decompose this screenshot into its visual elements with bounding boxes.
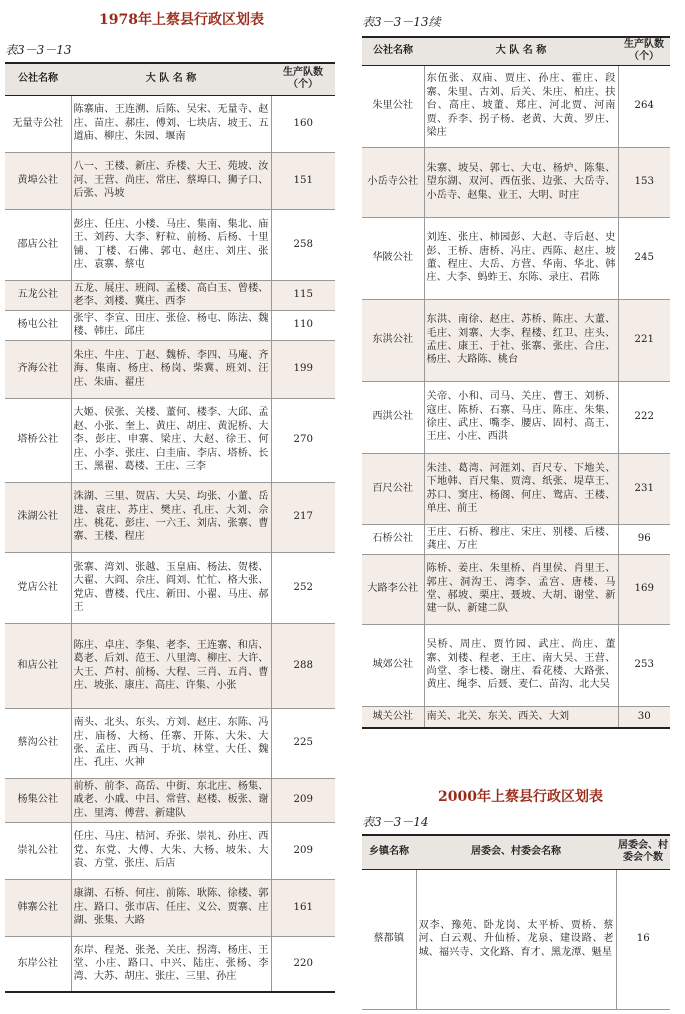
commune-row — [5, 152, 335, 209]
commune-row — [5, 778, 335, 822]
commune-cont-count: 253 — [618, 624, 670, 706]
col-header-committees: 居委会、村委会名称 — [416, 835, 616, 869]
commune-list: 康湖、石桥、何庄、前陈、耿陈、徐楼、郭庄、路口、张市店、任庄、义公、贾寨、庄湖、张集、大路 — [71, 879, 271, 936]
commune-row — [5, 936, 335, 992]
commune-cont-count: 153 — [618, 147, 670, 217]
town-row — [362, 869, 670, 1009]
commune-row — [5, 552, 335, 623]
table-1978-part1 — [5, 62, 335, 993]
left-title: 1978年上蔡县行政区划表 — [99, 12, 264, 28]
col-header-count-cont: 生产队数（个） — [618, 37, 670, 65]
commune-count: 199 — [271, 340, 335, 398]
commune-list: 陈庄、卓庄、李集、老李、王连寨、和店、葛老、后刘、范王、八里湾、柳庄、大许、大王、芦村、前杨、大程、三肖、五肖、曹庄、坡张、康庄、高庄、许集、小张 — [71, 623, 271, 708]
commune-cont-list: 朱洼、葛湾、河涯刘、百尺专、下地关、下地韩、百尺集、贾湾、纸张、堤草王、苏口、窦庄、杨阁、何庄、鸳店、王楼、单庄、前王 — [424, 453, 618, 524]
commune-cont-row — [362, 147, 670, 217]
commune-cont-list: 关帝、小和、司马、关庄、曹王、刘桥、寇庄、陈桥、石寨、马庄、陈庄、朱集、徐庄、武庄、嘴李、腰店、固村、高王、王庄、小庄、西洪 — [424, 381, 618, 453]
commune-name: 党店公社 — [5, 552, 71, 623]
commune-cont-row — [362, 381, 670, 453]
commune-name: 杨屯公社 — [5, 310, 71, 340]
commune-cont-name: 西洪公社 — [362, 381, 424, 453]
commune-list: 五龙、展庄、班阎、孟楼、高白玉、曾楼、老李、刘楼、冀庄、西李 — [71, 280, 271, 310]
commune-cont-count: 30 — [618, 706, 670, 728]
commune-count: 209 — [271, 778, 335, 822]
commune-cont-name: 石桥公社 — [362, 524, 424, 554]
commune-cont-list: 朱寨、坡吴、郭七、大屯、杨炉、陈集、望东湖、双河、西伍张、边张、大岳寺、小岳寺、赵集、业王、大明、时庄 — [424, 147, 618, 217]
commune-cont-row — [362, 299, 670, 381]
town-name: 蔡都镇 — [362, 869, 416, 1009]
commune-list: 张寨、湾刘、张越、玉皇庙、杨法、贺楼、大翟、大阎、佘庄、阎刘、忙忙、格大张、党店、曹楼、代庄、新田、小翟、马庄、郝王 — [71, 552, 271, 623]
commune-cont-list: 南关、北关、东关、西关、大刘 — [424, 706, 618, 728]
commune-cont-name: 华陂公社 — [362, 217, 424, 299]
col-header-town: 乡镇名称 — [362, 835, 416, 869]
commune-cont-row — [362, 65, 670, 147]
table2-title: 2000年上蔡县行政区划表 — [438, 789, 603, 805]
commune-row — [5, 340, 335, 398]
commune-list: 八一、王楼、新庄、乔楼、大王、苑坡、汝河、王营、尚庄、常庄、蔡埠口、狮子口、后张、冯坡 — [71, 152, 271, 209]
commune-cont-list: 陈桥、姜庄、朱里桥、肖里侯、肖里王、郭庄、洞沟王、湾李、孟宫、唐楼、马堂、郝坡、栗庄、聂坡、大胡、谢堂、新建一队、新建二队 — [424, 554, 618, 624]
commune-name: 东岸公社 — [5, 936, 71, 992]
commune-cont-name: 城郊公社 — [362, 624, 424, 706]
commune-name: 洙湖公社 — [5, 482, 71, 552]
commune-cont-count: 222 — [618, 381, 670, 453]
commune-list: 陈寨庙、王连溯、后陈、吴宋、无量寺、赵庄、苗庄、郝庄、傅刘、七块店、坡王、五道庙、柳庄、朱园、堰南 — [71, 95, 271, 152]
commune-row — [5, 95, 335, 152]
commune-cont-name: 大路李公社 — [362, 554, 424, 624]
commune-count: 160 — [271, 95, 335, 152]
commune-count: 161 — [271, 879, 335, 936]
commune-row — [5, 879, 335, 936]
commune-cont-list: 吴桥、周庄、贾竹园、武庄、尚庄、董寨、刘楼、程老、王庄、南大吴、王营、尚堂、李七楼、谢庄、看花楼、大路张、黄庄、绳李、后聂、麦仁、苗沟、北大吴 — [424, 624, 618, 706]
commune-row — [5, 209, 335, 280]
commune-count: 270 — [271, 398, 335, 482]
commune-count: 151 — [271, 152, 335, 209]
commune-row — [5, 822, 335, 879]
commune-cont-count: 221 — [618, 299, 670, 381]
commune-name: 齐海公社 — [5, 340, 71, 398]
commune-name: 邵店公社 — [5, 209, 71, 280]
commune-count: 288 — [271, 623, 335, 708]
commune-list: 任庄、马庄、桔河、乔张、崇礼、孙庄、西党、东党、大傅、大朱、大杨、坡朱、大袁、方堂、张庄、后店 — [71, 822, 271, 879]
commune-list: 洙湖、三里、贺店、大吴、均张、小董、岳进、袁庄、苏庄、樊庄、孔庄、大刘、佘庄、桃花、彭庄、一六王、刘店、张寨、曹寨、王楼、程庄 — [71, 482, 271, 552]
commune-cont-count: 96 — [618, 524, 670, 554]
commune-row — [5, 482, 335, 552]
commune-row — [5, 280, 335, 310]
commune-list: 东岸、程尧、张尧、关庄、拐湾、杨庄、王堂、小庄、路口、中兴、陆庄、张杨、李湾、大苏、胡庄、张庄、三里、孙庄 — [71, 936, 271, 992]
town-count: 16 — [616, 869, 670, 1009]
commune-cont-row — [362, 706, 670, 728]
commune-cont-row — [362, 624, 670, 706]
commune-list: 大姬、侯张、关楼、董何、楼李、大邱、孟赵、小张、奎上、黄庄、胡庄、黄泥桥、大李、彭庄、申寨、梁庄、大赵、徐王、何庄、小李、张庄、白圭庙、李店、塔桥、长王、黑翟、葛楼、王庄、三李 — [71, 398, 271, 482]
col-header-count: 生产队数（个） — [271, 63, 335, 95]
table2-number: 表3－3－14 — [362, 815, 429, 829]
commune-cont-count: 231 — [618, 453, 670, 524]
commune-name: 杨集公社 — [5, 778, 71, 822]
commune-name: 无量寺公社 — [5, 95, 71, 152]
commune-name: 塔桥公社 — [5, 398, 71, 482]
commune-row — [5, 708, 335, 778]
commune-name: 黄埠公社 — [5, 152, 71, 209]
right-table-number: 表3－3－13续 — [362, 15, 441, 29]
commune-name: 五龙公社 — [5, 280, 71, 310]
commune-cont-list: 王庄、石桥、穆庄、宋庄、别楼、后楼、龚庄、万庄 — [424, 524, 618, 554]
table-1978-part2 — [362, 36, 670, 729]
commune-list: 张宇、李宣、田庄、张俭、杨屯、陈法、魏楼、韩庄、邱庄 — [71, 310, 271, 340]
left-table-number: 表3－3－13 — [5, 43, 72, 57]
commune-count: 252 — [271, 552, 335, 623]
town-list: 双李、豫苑、卧龙岗、太平桥、贾桥、蔡河、白云观、升仙桥、龙泉、建设路、老城、福兴寺、文化路、育才、黑龙潭、魁星 — [416, 869, 616, 1009]
commune-list: 南头、北头、东头、方刘、赵庄、东陈、冯庄、庙杨、大杨、任寨、开陈、大朱、大张、孟庄、西马、于坑、林堂、大任、魏庄、孔庄、火神 — [71, 708, 271, 778]
commune-count: 209 — [271, 822, 335, 879]
commune-row — [5, 310, 335, 340]
col-header-brigade-cont: 大 队 名 称 — [424, 37, 618, 65]
commune-count: 115 — [271, 280, 335, 310]
commune-name: 蔡沟公社 — [5, 708, 71, 778]
commune-row — [5, 398, 335, 482]
col-header-brigade: 大 队 名 称 — [71, 63, 271, 95]
commune-name: 和店公社 — [5, 623, 71, 708]
commune-count: 110 — [271, 310, 335, 340]
commune-name: 韩寨公社 — [5, 879, 71, 936]
commune-cont-count: 264 — [618, 65, 670, 147]
commune-cont-list: 刘连、张庄、柿园彭、大赵、寺后赵、史彭、王桥、唐桥、冯庄、西陈、赵庄、坡董、程庄、大岳、方营、华南、华北、韩庄、大李、蚂蚱王、东陈、录庄、君陈 — [424, 217, 618, 299]
commune-row — [5, 623, 335, 708]
commune-count: 217 — [271, 482, 335, 552]
commune-cont-row — [362, 524, 670, 554]
commune-cont-name: 朱里公社 — [362, 65, 424, 147]
commune-cont-row — [362, 217, 670, 299]
commune-cont-row — [362, 453, 670, 524]
col-header-committee-count: 居委会、村委会个数 — [616, 835, 670, 869]
commune-cont-row — [362, 554, 670, 624]
commune-count: 225 — [271, 708, 335, 778]
commune-list: 朱庄、牛庄、丁赵、魏桥、李四、马庵、齐海、集南、杨庄、杨岗、柴冀、班刘、汪庄、朱庙、翟庄 — [71, 340, 271, 398]
commune-cont-name: 百尺公社 — [362, 453, 424, 524]
col-header-commune-cont: 公社名称 — [362, 37, 424, 65]
commune-list: 前桥、前李、高岳、中街、东北庄、杨集、戚老、小戚、中吕、常营、赵楼、板张、谢庄、里湾、傅营、新建队 — [71, 778, 271, 822]
commune-list: 彭庄、任庄、小楼、马庄、集南、集北、庙王、刘药、大李、籽粒、前杨、后杨、十里铺、丁楼、石佛、郭屯、赵庄、刘庄、张庄、袁寨、蔡屯 — [71, 209, 271, 280]
commune-cont-count: 169 — [618, 554, 670, 624]
commune-cont-name: 城关公社 — [362, 706, 424, 728]
commune-cont-list: 东洪、南徐、赵庄、苏桥、陈庄、大董、毛庄、刘寨、大李、程楼、红卫、庄头、孟庄、康王、于社、张寨、张庄、合庄、杨庄、大路陈、桃台 — [424, 299, 618, 381]
commune-count: 220 — [271, 936, 335, 992]
commune-name: 崇礼公社 — [5, 822, 71, 879]
col-header-commune: 公社名称 — [5, 63, 71, 95]
commune-cont-count: 245 — [618, 217, 670, 299]
table-2000 — [362, 834, 670, 1010]
commune-cont-list: 东伍张、双庙、贾庄、孙庄、霍庄、段寨、朱里、古刘、后关、朱庄、柏庄、扶台、高庄、坡董、郑庄、河北贾、河南贾、乔李、拐子杨、老黄、大黄、罗庄、梁庄 — [424, 65, 618, 147]
commune-cont-name: 小岳寺公社 — [362, 147, 424, 217]
commune-cont-name: 东洪公社 — [362, 299, 424, 381]
commune-count: 258 — [271, 209, 335, 280]
